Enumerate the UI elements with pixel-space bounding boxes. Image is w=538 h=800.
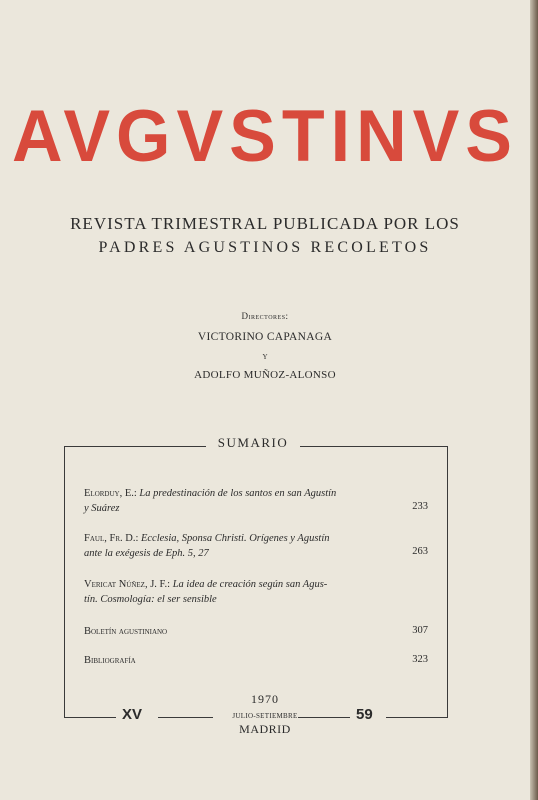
background-edge <box>530 0 538 800</box>
footer-rule <box>298 717 350 718</box>
entry-title: Ecclesia, Sponsa Christi. Orígenes y Agustín <box>140 533 330 544</box>
directors-conjunction: Y <box>262 353 268 361</box>
volume-number: XV <box>122 706 143 723</box>
summary-rule-left <box>64 446 206 447</box>
entry-title-cont: ante la exégesis de Eph. 5, 27 <box>84 548 209 559</box>
section-bibliografia: Bibliografía <box>84 655 136 666</box>
subtitle-line-2: PADRES AGUSTINOS RECOLETOS <box>98 239 432 256</box>
issue-number: 59 <box>356 706 373 723</box>
journal-title: AVGVSTINVS <box>11 95 518 177</box>
summary-entry <box>84 577 384 607</box>
summary-rule-right <box>300 446 447 447</box>
entry-title-cont: y Suárez <box>84 503 120 514</box>
summary-entry <box>84 486 384 516</box>
subtitle-line-1: REVISTA TRIMESTRAL PUBLICADA POR LOS <box>70 214 460 233</box>
director-name-1: VICTORINO CAPANAGA <box>197 331 333 343</box>
directors-label: Directores: <box>241 311 289 321</box>
entry-page: 263 <box>412 546 428 557</box>
entry-page: 233 <box>412 501 428 512</box>
entry-title: La idea de creación según san Agus- <box>172 579 328 590</box>
section-bibliografia-page: 323 <box>412 654 428 665</box>
entry-author: Faul, Fr. D.: <box>84 533 139 544</box>
publication-year: 1970 <box>251 692 279 706</box>
entry-author: Elorduy, E.: <box>84 488 137 499</box>
entry-title-cont: tín. Cosmología: el ser sensible <box>84 594 217 605</box>
director-name-2: ADOLFO MUÑOZ-ALONSO <box>194 369 336 381</box>
issue-months: JULIO-SETIEMBRE <box>232 712 298 720</box>
footer-rule <box>386 717 447 718</box>
entry-title: La predestinación de los santos en san Agustín <box>139 488 337 499</box>
entry-author: Vericat Núñez, J. F.: <box>84 579 171 590</box>
publication-city: MADRID <box>239 722 291 736</box>
section-boletin: Boletín agustiniano <box>84 626 168 637</box>
summary-entry <box>84 531 384 561</box>
summary-heading: SUMARIO <box>217 435 289 450</box>
section-boletin-page: 307 <box>412 625 428 636</box>
